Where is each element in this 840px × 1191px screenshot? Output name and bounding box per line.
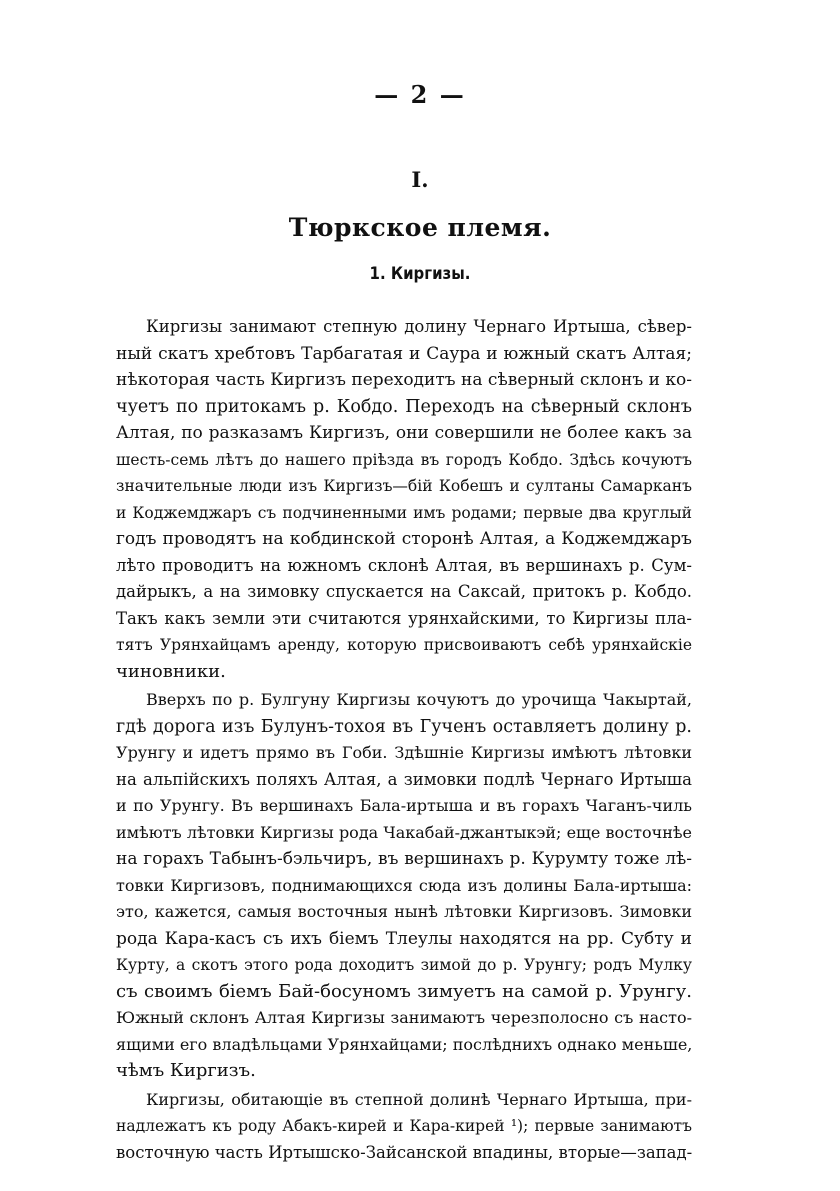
- text-line: Южный склонъ Алтая Киргизы занимаютъ черезполосно съ насто-: [116, 1008, 692, 1027]
- text-line: имѣютъ лѣтовки Киргизы рода Чакабай-джантыкэй; еще восточнѣе: [116, 822, 692, 842]
- text-line: значительные люди изъ Киргизъ—бiй Кобешъ и султаны Самарканъ: [116, 477, 692, 495]
- text-line: Вверхъ по р. Булгуну Киргизы кочуютъ до урочища Чакыртай,: [146, 690, 692, 709]
- paragraph-1: [116, 314, 692, 685]
- text-line: ный скатъ хребтовъ Тарбагатая и Саура и южный скатъ Алтая;: [116, 343, 692, 364]
- text-line: и по Урунгу. Въ вершинахъ Бала-иртыша и въ горахъ Чаганъ-чиль: [116, 796, 692, 815]
- text-line: Алтая, по разказамъ Киргизъ, они совершили не более какъ за: [116, 423, 692, 443]
- paragraph-3: [116, 1087, 692, 1167]
- text-line: дайрыкъ, а на зимовку спускается на Саксай, притокъ р. Кобдо.: [116, 582, 692, 601]
- text-line: восточную часть Иртышско-Зайсанской впадины, вторые—запад-: [116, 1142, 693, 1162]
- text-line: чѣмъ Киргизъ.: [116, 1060, 256, 1081]
- body-text: [116, 314, 692, 1166]
- text-line: это, кажется, самыя восточныя нынѣ лѣтовки Киргизовъ. Зимовки: [116, 902, 692, 921]
- text-line: чиновники.: [116, 660, 226, 682]
- text-line: Курту, а скотъ этого рода доходитъ зимой до р. Урунгу; родъ Мулку: [116, 956, 692, 974]
- subsection-title: 1. Киргизы.: [369, 264, 471, 284]
- text-line: Урунгу и идетъ прямо въ Гоби. Здѣшнiе Киргизы имѣютъ лѣтовки: [116, 743, 692, 762]
- text-line: гдѣ дорога изъ Булунъ-тохоя въ Гученъ оставляетъ долину р.: [116, 716, 692, 737]
- text-line: шесть-семь лѣтъ до нашего прiѣзда въ городъ Кобдо. Здѣсь кочуютъ: [116, 450, 692, 469]
- text-line: нѣкоторая часть Киргизъ переходитъ на сѣверный склонъ и ко-: [116, 370, 692, 390]
- text-line: Такъ какъ земли эти считаются урянхайскими, то Киргизы пла-: [116, 608, 692, 628]
- page-number: — 2 —: [374, 80, 466, 109]
- text-line: съ своимъ бiемъ Бай-босуномъ зимуетъ на самой р. Урунгу.: [116, 980, 692, 1002]
- text-line: годъ проводятъ на кобдинской сторонѣ Алтая, а Коджемджаръ: [116, 529, 692, 549]
- text-line: на альпiйскихъ поляхъ Алтая, а зимовки подлѣ Чернаго Иртыша: [116, 769, 692, 789]
- text-line: тятъ Урянхайцамъ аренду, которую присвоиваютъ себѣ урянхайскiе: [116, 636, 692, 654]
- text-line: Киргизы занимают степную долину Чернаго Иртыша, сѣвер-: [146, 317, 692, 336]
- text-line: ящими его владѣльцами Урянхайцами; послѣднихъ однако меньше,: [116, 1034, 693, 1054]
- text-line: товки Киргизовъ, поднимающихся сюда изъ долины Бала-иртыша:: [116, 875, 692, 895]
- text-line: чуетъ по притокамъ р. Кобдо. Переходъ на сѣверный склонъ: [116, 396, 692, 417]
- text-line: рода Кара-касъ съ ихъ бiемъ Тлеулы находятся на рр. Субту и: [116, 928, 692, 949]
- chapter-title: Тюркское племя.: [288, 213, 552, 242]
- paragraph-2: [116, 687, 692, 1085]
- text-line: Киргизы, обитающiе въ степной долинѣ Чернаго Иртыша, при-: [146, 1089, 692, 1109]
- text-line: на горахъ Табынъ-бэльчиръ, въ вершинахъ р. Курумту тоже лѣ-: [116, 849, 692, 869]
- section-numeral: I.: [411, 167, 429, 192]
- text-line: надлежатъ къ роду Абакъ-кирей и Кара-кирей ¹); первые занимаютъ: [116, 1117, 692, 1135]
- text-line: лѣто проводитъ на южномъ склонѣ Алтая, въ вершинахъ р. Сум-: [116, 555, 692, 575]
- text-line: и Коджемджаръ съ подчиненными имъ родами; первые два круглый: [116, 503, 692, 522]
